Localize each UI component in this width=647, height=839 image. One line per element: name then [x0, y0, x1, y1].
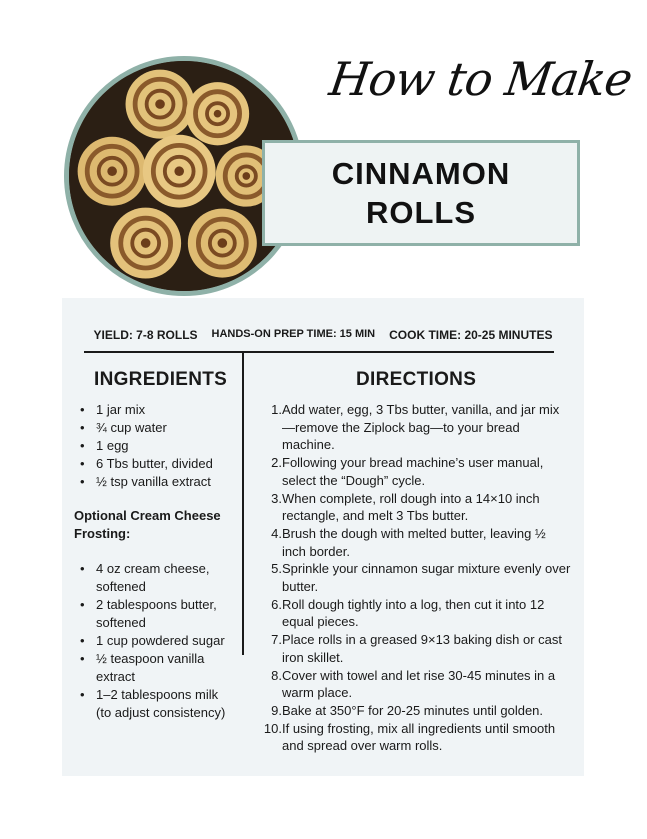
step-number: 9. [271, 702, 282, 718]
directions-heading: DIRECTIONS [356, 369, 477, 390]
optional-frosting-heading: Optional Cream Cheese Frosting: [74, 508, 221, 541]
step-text: If using frosting, mix all ingredients until smooth and spread over warm rolls. [282, 720, 556, 754]
roll [186, 82, 249, 145]
step-text: When complete, roll dough into a 14×10 inch rectangle, and melt 3 Tbs butter. [282, 490, 540, 524]
step-text: Following your bread machine’s user manual, select the “Dough” cycle. [282, 455, 544, 488]
ingredients-heading: INGREDIENTS [94, 369, 228, 390]
recipe-meta [62, 328, 584, 342]
step-number: 4. [271, 525, 282, 541]
ingredient-item: • 6 Tbs butter, divided [76, 455, 236, 473]
vertical-divider [242, 353, 244, 655]
direction-step [262, 702, 572, 720]
directions-list [262, 401, 572, 755]
recipe-title-line1: CINNAMON [331, 156, 511, 191]
ingredient-item: • ¾ cup water [76, 419, 236, 437]
step-text: Sprinkle your cinnamon sugar mixture evenly over butter. [282, 561, 571, 595]
frosting-ingredient-item: • 2 tablespoons butter, softened [76, 596, 226, 632]
direction-step [262, 490, 572, 525]
direction-step [262, 525, 572, 560]
step-text: Cover with towel and let rise 30-45 minutes in a warm place. [282, 667, 556, 701]
ingredient-item: • 1 jar mix [76, 401, 236, 419]
frosting-ingredient-item: • ½ teaspoon vanilla extract [76, 650, 226, 686]
ingredient-item: • ½ tsp vanilla extract [76, 473, 236, 491]
roll [188, 209, 257, 278]
direction-step [262, 560, 572, 595]
recipe-panel [62, 298, 584, 776]
direction-step [262, 667, 572, 702]
frosting-ingredient-item: • 4 oz cream cheese, softened [76, 560, 226, 596]
step-number: 3. [271, 490, 282, 506]
roll [126, 70, 195, 139]
yield-text: YIELD: 7-8 ROLLS [93, 328, 198, 342]
direction-step [262, 401, 572, 454]
roll [78, 137, 147, 206]
step-number: 8. [271, 667, 282, 683]
roll [110, 208, 181, 279]
how-to-make-script: How to Make [326, 52, 636, 106]
step-text: Bake at 350°F for 20-25 minutes until golden. [282, 702, 544, 718]
recipe-title-line2: ROLLS [365, 195, 477, 230]
step-number: 6. [271, 596, 282, 612]
direction-step [262, 720, 572, 755]
step-number: 5. [271, 561, 282, 577]
direction-step [262, 454, 572, 489]
step-text: Brush the dough with melted butter, leaving ½ inch border. [282, 525, 546, 559]
horizontal-divider [84, 351, 554, 353]
ingredients-list [76, 401, 236, 491]
cook-time-text: COOK TIME: 20-25 MINUTES [389, 328, 553, 342]
step-text: Add water, egg, 3 Tbs butter, vanilla, and jar mix—remove the Ziplock bag—to your bread machine. [282, 402, 560, 453]
roll [143, 135, 216, 208]
step-number: 10. [263, 720, 282, 736]
recipe-title-box [262, 140, 580, 246]
direction-step [262, 596, 572, 631]
prep-time-text: HANDS-ON PREP TIME: 15 MIN [211, 328, 376, 340]
direction-step [262, 631, 572, 666]
frosting-ingredients-list [76, 560, 226, 722]
ingredient-item: • 1 egg [76, 437, 236, 455]
frosting-ingredient-item: • 1–2 tablespoons milk (to adjust consistency) [76, 686, 226, 722]
step-number: 1. [271, 402, 282, 417]
step-text: Place rolls in a greased 9×13 baking dish or cast iron skillet. [282, 632, 563, 665]
step-text: Roll dough tightly into a log, then cut it into 12 equal pieces. [282, 596, 545, 630]
recipe-title [332, 154, 511, 232]
step-number: 7. [271, 632, 282, 648]
step-number: 2. [271, 455, 282, 471]
frosting-ingredient-item: • 1 cup powdered sugar [76, 632, 226, 650]
